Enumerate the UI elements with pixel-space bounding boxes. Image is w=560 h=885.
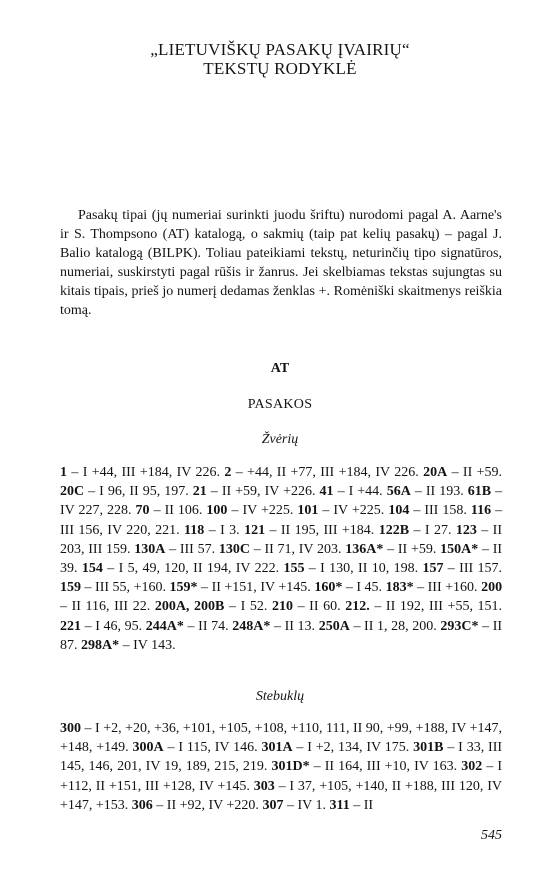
entry-type-number: 130C — [218, 541, 250, 557]
entry-references: – IV 143. — [122, 637, 176, 653]
entry-type-number: 307 — [262, 797, 284, 813]
entry-references: – I +2, 134, IV 175. — [296, 740, 410, 756]
entry-type-number: 122B — [378, 522, 410, 538]
entry-references: – I +112, II +151, III +128, IV +145. — [60, 759, 503, 794]
entry-type-number: 160* — [314, 580, 343, 596]
entry-references: – II 71, IV 203. — [253, 541, 342, 557]
page-number: 545 — [481, 828, 502, 843]
entry-type-number: 221 — [60, 618, 81, 634]
entry-references: – I 115, IV 146. — [167, 740, 258, 756]
entry-type-number: 300 — [60, 721, 81, 736]
entry-type-number: 101 — [297, 503, 319, 519]
entry-type-number: 104 — [388, 503, 410, 519]
entry-type-number: 118 — [184, 522, 205, 538]
entry-references: – III 158. — [413, 503, 467, 519]
entry-references: – II 195, III +184. — [269, 522, 375, 538]
entry-type-number: 136A* — [345, 541, 384, 557]
entry-references: – I +44, III +184, IV 226. — [71, 465, 220, 480]
entry-references: – II 164, III +10, IV 163. — [313, 759, 458, 775]
entry-type-number: 303 — [253, 778, 275, 794]
entry-references: – I 46, 95. — [84, 618, 143, 634]
entry-references: – II +151, IV +145. — [201, 580, 311, 596]
entry-type-number: 155 — [283, 561, 305, 577]
index-title-line-1: „LIETUVIŠKŲ PASAKŲ ĮVAIRIŲ“ — [150, 40, 410, 59]
entry-references: – I 96, II 95, 197. — [88, 484, 189, 500]
entry-references: – II +59. — [387, 541, 437, 557]
entry-type-number: 130A — [134, 541, 166, 557]
entry-type-number: 244A* — [145, 618, 184, 634]
entry-type-number: 183* — [385, 580, 414, 596]
entry-references: – IV +225. — [231, 503, 294, 519]
entry-references: – I 37, +105, +140, II +188, III 120, IV +147, +153. — [60, 778, 503, 813]
entry-references: – I 52. — [228, 599, 268, 615]
entry-references: – III +160. — [417, 580, 478, 596]
entry-type-number: 248A* — [232, 618, 271, 634]
entry-type-number: 70 — [135, 503, 150, 519]
entry-type-number: 212. — [345, 599, 370, 615]
entry-references: – II +59. — [451, 465, 502, 480]
entry-type-number: 1 — [60, 465, 67, 480]
entry-type-number: 200 — [481, 580, 503, 596]
entry-type-number: 298A* — [81, 637, 120, 653]
entry-references: – III 157. — [447, 561, 502, 577]
entry-references: – II 193. — [414, 484, 464, 500]
section-heading-at: AT — [270, 361, 290, 376]
entry-type-number: 301B — [413, 740, 444, 756]
entry-type-number: 116 — [470, 503, 492, 519]
entry-references: – IV 227, 228. — [60, 484, 503, 519]
entry-references: – II 13. — [273, 618, 316, 634]
index-title-line-2: TEKSTŲ RODYKLĖ — [203, 59, 357, 78]
entry-type-number: 301A — [261, 740, 293, 756]
entry-type-number: 123 — [455, 522, 477, 538]
entry-references: – +44, II +77, III +184, IV 226. — [235, 465, 419, 480]
entry-references: – III 156, IV 220, 221. — [60, 503, 503, 538]
entry-references: – II 87. — [60, 618, 503, 653]
entry-references: – IV +225. — [322, 503, 385, 519]
entry-type-number: 100 — [206, 503, 228, 519]
entry-references: – II 74. — [187, 618, 229, 634]
intro-paragraph: Pasakų tipai (jų numeriai surinkti juodu šriftu) nurodomi pagal A. Aarne's ir S. Thompsono (AT) katalogą, o sakmių (taip pat kelių pasakų) – pagal J. Balio katalogą (BILPK). Toliau pateikiami tekstų, neturinčių tipo signatūros, numeriai, suskirstyti pagal rūšis ir žanrus. Jei skelbiamas tekstas sujungtas su kitais tipais, prieš jo numerį dedamas ženklas +. Romėniški skaitmenys reiškia tomą. — [60, 208, 502, 318]
entry-type-number: 210 — [271, 599, 293, 615]
group-title-stebuklu: Stebuklų — [255, 689, 305, 704]
entry-type-number: 159* — [169, 580, 198, 596]
entry-type-number: 300A — [132, 740, 164, 756]
entry-references: – I +2, +20, +36, +101, +105, +108, +110, 111, II 90, +99, +188, IV +147, +148, +149. — [60, 721, 503, 756]
entry-references: – I 5, 49, 120, II 194, IV 222. — [107, 561, 280, 577]
entry-references: – I 130, II 10, 198. — [308, 561, 419, 577]
entry-type-number: 200A, 200B — [154, 599, 225, 615]
entry-type-number: 61B — [467, 484, 492, 500]
entry-references: – II — [353, 797, 374, 813]
entry-references: – II 1, 28, 200. — [353, 618, 437, 634]
entry-references: – II +92, IV +220. — [156, 797, 259, 813]
entry-references: – I 3. — [208, 522, 240, 538]
entry-type-number: 150A* — [440, 541, 479, 557]
entry-type-number: 41 — [319, 484, 334, 500]
entry-references: – I 27. — [413, 522, 452, 538]
entry-type-number: 56A — [386, 484, 411, 500]
group-title-zveriu: Žvėrių — [261, 432, 299, 447]
entries-block-stebuklu — [60, 719, 502, 815]
entry-type-number: 306 — [131, 797, 153, 813]
entry-references: – IV 1. — [286, 797, 326, 813]
entry-references: – II 60. — [297, 599, 341, 615]
entry-references: – II +59, IV +226. — [210, 484, 316, 500]
entry-references: – II 39. — [60, 541, 503, 577]
entries-block-zveriu — [60, 463, 502, 655]
entry-type-number: 154 — [81, 561, 103, 577]
entry-type-number: 311 — [329, 797, 350, 813]
section-subheading-pasakos: PASAKOS — [247, 397, 313, 412]
entry-references: – III 57. — [169, 541, 216, 557]
entry-type-number: 159 — [60, 580, 81, 596]
entry-type-number: 157 — [422, 561, 444, 577]
entry-references: – II 192, III +55, 151. — [374, 599, 503, 615]
entry-references: – II 116, III 22. — [60, 599, 151, 615]
entry-type-number: 21 — [192, 484, 207, 500]
entry-type-number: 121 — [244, 522, 266, 538]
entry-references: – II 203, III 159. — [60, 522, 502, 557]
entry-type-number: 301D* — [271, 759, 310, 775]
entry-type-number: 20C — [60, 484, 85, 500]
entry-type-number: 302 — [461, 759, 483, 775]
entry-references: – I 33, III 145, 146, 201, IV 19, 189, 215, 219. — [60, 740, 503, 775]
entry-type-number: 250A — [318, 618, 350, 634]
entry-type-number: 2 — [224, 465, 232, 480]
entry-references: – I 45. — [345, 580, 383, 596]
entry-type-number: 293C* — [440, 618, 479, 634]
entry-references: – III 55, +160. — [84, 580, 166, 596]
entry-references: – I +44. — [337, 484, 383, 500]
entry-references: – II 106. — [153, 503, 203, 519]
entry-type-number: 20A — [423, 465, 448, 480]
